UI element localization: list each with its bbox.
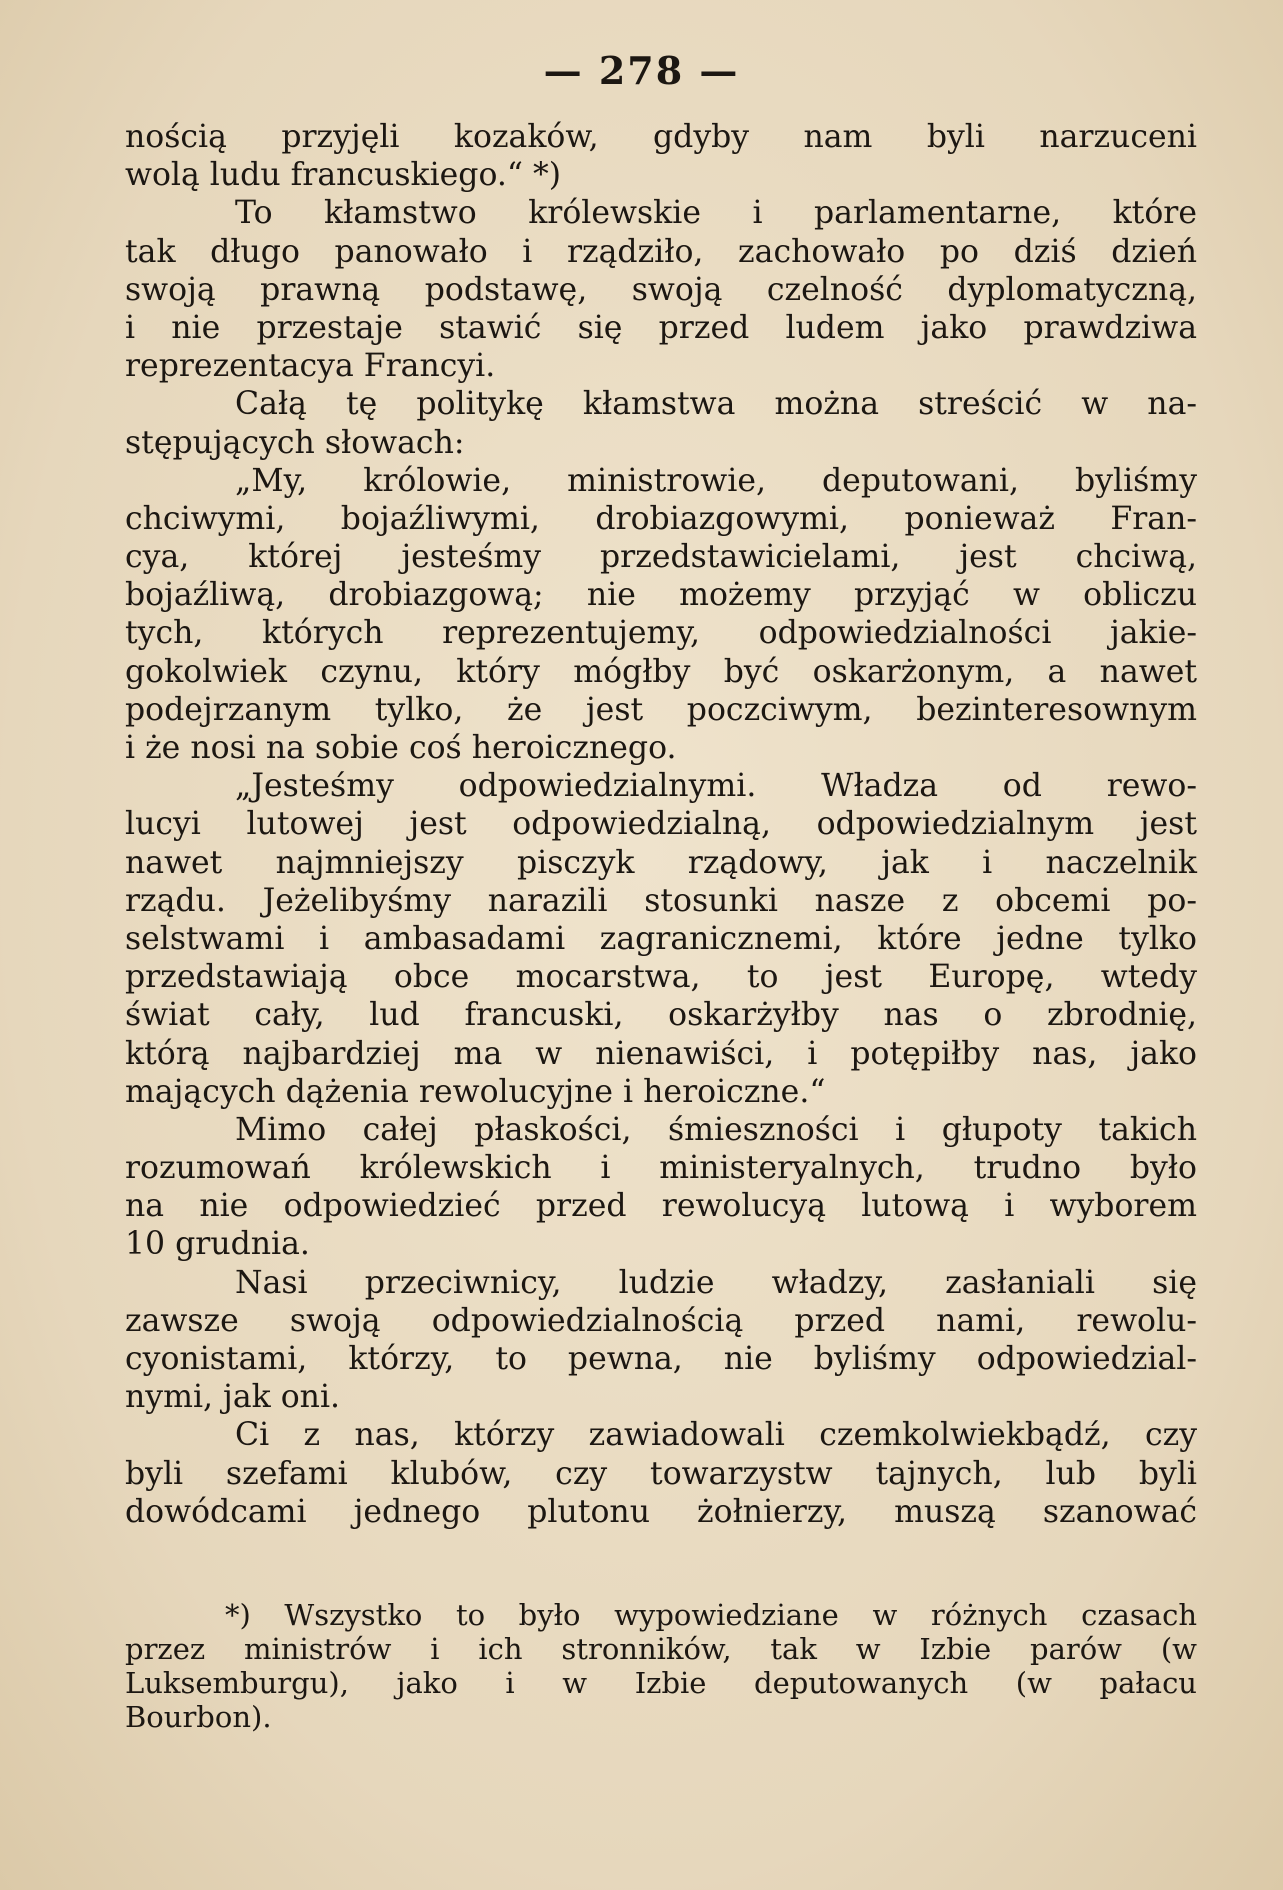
text-line: cya, której jesteśmy przedstawicielami, jest chciwą, <box>125 539 1197 576</box>
text-line: świat cały, lud francuski, oskarżyłby nas o zbrodnię, <box>125 997 1197 1034</box>
text-line: tak długo panowało i rządziło, zachowało po dziś dzień <box>125 233 1197 270</box>
text-line: gokolwiek czynu, który mógłby być oskarżonym, a nawet <box>125 653 1197 690</box>
text-line: dowódcami jednego plutonu żołnierzy, muszą szanować <box>125 1493 1197 1530</box>
footnote-line: przez ministrów i ich stronników, tak w Izbie parów (w <box>125 1632 1197 1666</box>
text-line: To kłamstwo królewskie i parlamentarne, które <box>235 195 1197 232</box>
text-line: podejrzanym tylko, że jest poczciwym, bezinteresownym <box>125 691 1197 728</box>
text-line: przedstawiają obce mocarstwa, to jest Europę, wtedy <box>125 959 1197 996</box>
text-line: tych, których reprezentujemy, odpowiedzialności jakie- <box>125 615 1197 652</box>
text-line: rządu. Jeżelibyśmy narazili stosunki nasze z obcemi po- <box>125 882 1197 919</box>
text-line: reprezentacya Francyi. <box>125 348 496 385</box>
text-line: selstwami i ambasadami zagranicznemi, które jedne tylko <box>125 920 1197 957</box>
footnote-line: Luksemburgu), jako i w Izbie deputowanych (w pałacu <box>125 1666 1197 1700</box>
text-line: zawsze swoją odpowiedzialnością przed nami, rewolu- <box>125 1302 1197 1339</box>
text-line: lucyi lutowej jest odpowiedzialną, odpowiedzialnym jest <box>125 806 1197 843</box>
text-line: i nie przestaje stawić się przed ludem jako prawdziwa <box>125 309 1197 346</box>
text-line: nawet najmniejszy pisczyk rządowy, jak i naczelnik <box>125 844 1197 881</box>
text-line: Całą tę politykę kłamstwa można streścić w na- <box>235 386 1197 423</box>
text-line: stępujących słowach: <box>125 424 465 461</box>
text-line: nymi, jak oni. <box>125 1379 341 1416</box>
text-line: na nie odpowiedzieć przed rewolucyą lutową i wyborem <box>125 1188 1197 1225</box>
text-line: wolą ludu francuskiego.“ *) <box>125 157 562 194</box>
text-line: rozumowań królewskich i ministeryalnych, trudno było <box>125 1150 1197 1187</box>
text-line: „Jesteśmy odpowiedzialnymi. Władza od rewo- <box>235 768 1197 805</box>
text-line: Mimo całej płaskości, śmieszności i głupoty takich <box>235 1111 1197 1148</box>
text-line: mających dążenia rewolucyjne i heroiczne.“ <box>125 1073 826 1110</box>
text-line: nością przyjęli kozaków, gdyby nam byli narzuceni <box>125 119 1197 155</box>
text-line: i że nosi na sobie coś heroicznego. <box>125 730 677 766</box>
text-line: którą najbardziej ma w nienawiści, i potępiłby nas, jako <box>125 1035 1197 1072</box>
text-line: cyonistami, którzy, to pewna, nie byliśmy odpowiedzial- <box>125 1341 1197 1377</box>
text-line: swoją prawną podstawę, swoją czelność dyplomatyczną, <box>125 271 1197 308</box>
text-line: „My, królowie, ministrowie, deputowani, byliśmy <box>235 462 1197 499</box>
footnote <box>125 1598 1197 1734</box>
text-line: Nasi przeciwnicy, ludzie władzy, zasłaniali się <box>235 1264 1197 1301</box>
text-line: Ci z nas, którzy zawiadowali czemkolwiekbądź, czy <box>235 1417 1197 1454</box>
text-line: byli szefami klubów, czy towarzystw tajnych, lub byli <box>125 1455 1197 1492</box>
body-text <box>125 118 1197 1531</box>
footnote-line: Bourbon). <box>125 1700 272 1734</box>
text-line: 10 grudnia. <box>125 1226 310 1263</box>
text-line: chciwymi, bojaźliwymi, drobiazgowymi, ponieważ Fran- <box>125 500 1197 537</box>
footnote-line: *) Wszystko to było wypowiedziane w różnych czasach <box>225 1598 1197 1632</box>
page-number: — 278 — <box>543 48 740 93</box>
text-line: bojaźliwą, drobiazgową; nie możemy przyjąć w obliczu <box>125 577 1197 614</box>
